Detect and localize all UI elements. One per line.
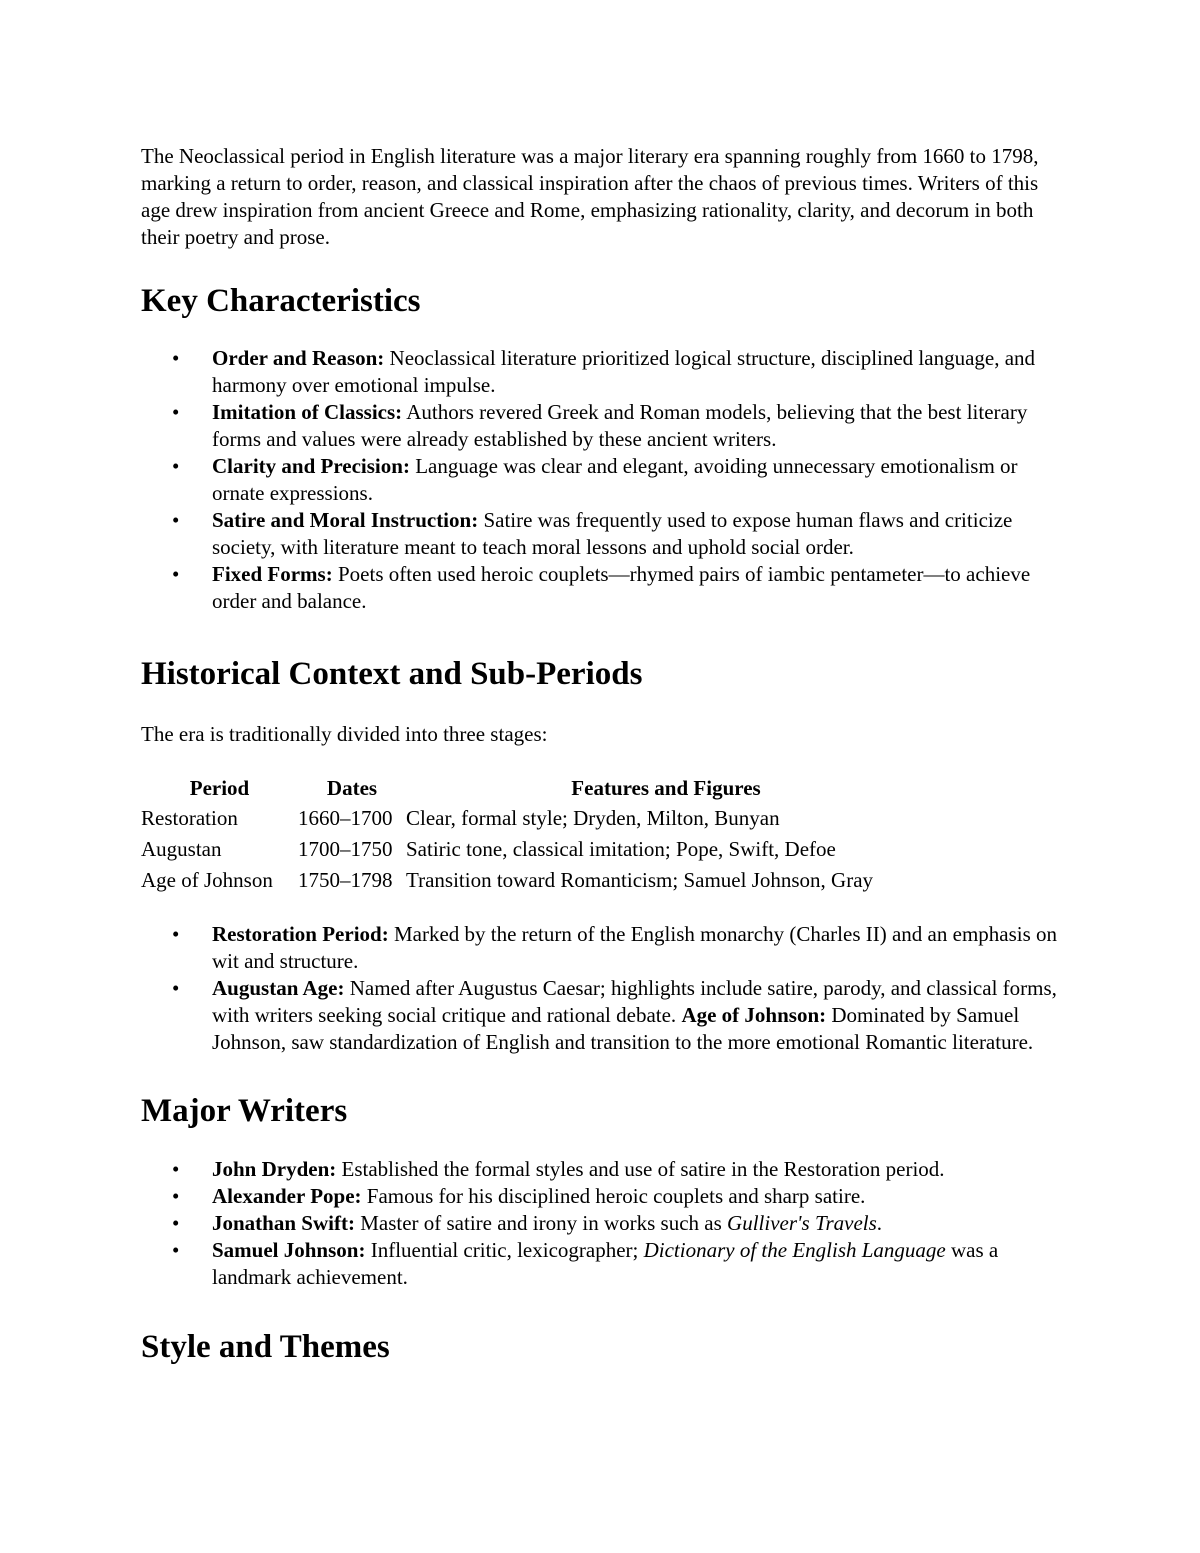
item-text-after: was a landmark achievement. [212,1238,999,1289]
list-item [141,975,1061,1056]
historical-lead-paragraph: The era is traditionally divided into three stages: [141,722,548,746]
list-item [141,1156,1061,1183]
column-header-features: Features and Figures [571,776,761,800]
document-page [141,143,1061,1367]
section-heading-key-characteristics: Key Characteristics [141,283,421,319]
bullet-icon: • [172,1238,180,1262]
item-term: Satire and Moral Instruction: [212,508,479,532]
item-term: Samuel Johnson: [212,1238,366,1262]
cell-features: Transition toward Romanticism; Samuel Johnson, Gray [406,868,874,892]
item-term: Fixed Forms: [212,562,333,586]
item-text: Neoclassical literature prioritized logical structure, disciplined language, and harmony over emotional impulse. [212,346,1036,397]
list-item [141,1183,1061,1210]
bullet-icon: • [172,346,180,370]
work-title: Dictionary of the English Language [643,1238,946,1262]
table-row [141,865,926,896]
cell-period: Augustan [141,837,222,861]
item-text: Poets often used heroic couplets—rhymed pairs of iambic pentameter—to achieve order and balance. [212,562,1031,613]
item-term: Restoration Period: [212,922,389,946]
item-text: Authors revered Greek and Roman models, believing that the best literary forms and values were already established by these ancient writers. [212,400,1028,451]
cell-dates: 1700–1750 [298,837,393,861]
bullet-icon: • [172,1157,180,1181]
table-row [141,803,926,834]
item-term: Jonathan Swift: [212,1211,355,1235]
key-characteristics-list [141,345,1061,615]
intro-paragraph: The Neoclassical period in English literature was a major literary era spanning roughly from 1660 to 1798, marking a return to order, reason, and classical inspiration after the chaos of previous times. Writers of this age drew inspiration from ancient Greece and Rome, emphasizing rationality, clarity, and decorum in both their poetry and prose. [141,144,1039,249]
item-text: Language was clear and elegant, avoiding unnecessary emotionalism or ornate expressions. [212,454,1018,505]
item-text: Established the formal styles and use of satire in the Restoration period. [336,1157,945,1181]
bullet-icon: • [172,1211,180,1235]
table-header-row [141,774,926,803]
bullet-icon: • [172,922,180,946]
section-heading-major-writers: Major Writers [141,1093,348,1129]
cell-period: Age of Johnson [141,868,273,892]
item-term: Imitation of Classics: [212,400,403,424]
list-item [141,1210,1061,1237]
bullet-icon: • [172,1184,180,1208]
bullet-icon: • [172,976,180,1000]
item-text-secondary: Dominated by Samuel Johnson, saw standardization of English and transition to the more emotional Romantic literature. [212,1003,1034,1054]
major-writers-list [141,1156,1061,1291]
list-item [141,561,1061,615]
item-term: Alexander Pope: [212,1184,362,1208]
sub-periods-list [141,921,1061,1056]
list-item [141,345,1061,399]
item-term: John Dryden: [212,1157,337,1181]
list-item [141,1237,1061,1291]
column-header-dates: Dates [326,776,378,800]
cell-dates: 1750–1798 [298,868,393,892]
item-text: Famous for his disciplined heroic couplets and sharp satire. [361,1184,866,1208]
item-text: Satire was frequently used to expose human flaws and criticize society, with literature meant to teach moral lessons and uphold social order. [212,508,1013,559]
list-item [141,507,1061,561]
bullet-icon: • [172,562,180,586]
item-text-after: . [876,1211,883,1235]
bullet-icon: • [172,454,180,478]
item-term: Order and Reason: [212,346,385,370]
item-text: Master of satire and irony in works such as [354,1211,728,1235]
item-text: Named after Augustus Caesar; highlights include satire, parody, and classical forms, with writers seeking social critique and rational debate. [212,976,1057,1027]
item-term: Clarity and Precision: [212,454,410,478]
item-text: Marked by the return of the English monarchy (Charles II) and an emphasis on wit and structure. [212,922,1058,973]
bullet-icon: • [172,508,180,532]
section-heading-style-and-themes: Style and Themes [141,1329,390,1365]
section-heading-historical-context: Historical Context and Sub-Periods [141,656,643,692]
item-text: Influential critic, lexicographer; [365,1238,644,1262]
cell-dates: 1660–1700 [298,806,393,830]
cell-features: Satiric tone, classical imitation; Pope, Swift, Defoe [406,837,836,861]
list-item [141,399,1061,453]
list-item [141,453,1061,507]
column-header-period: Period [189,776,250,800]
cell-period: Restoration [141,806,238,830]
item-term-secondary: Age of Johnson: [681,1003,827,1027]
bullet-icon: • [172,400,180,424]
periods-table [141,774,926,896]
table-row [141,834,926,865]
work-title: Gulliver's Travels [727,1211,877,1235]
list-item [141,921,1061,975]
cell-features: Clear, formal style; Dryden, Milton, Bunyan [406,806,780,830]
item-term: Augustan Age: [212,976,345,1000]
